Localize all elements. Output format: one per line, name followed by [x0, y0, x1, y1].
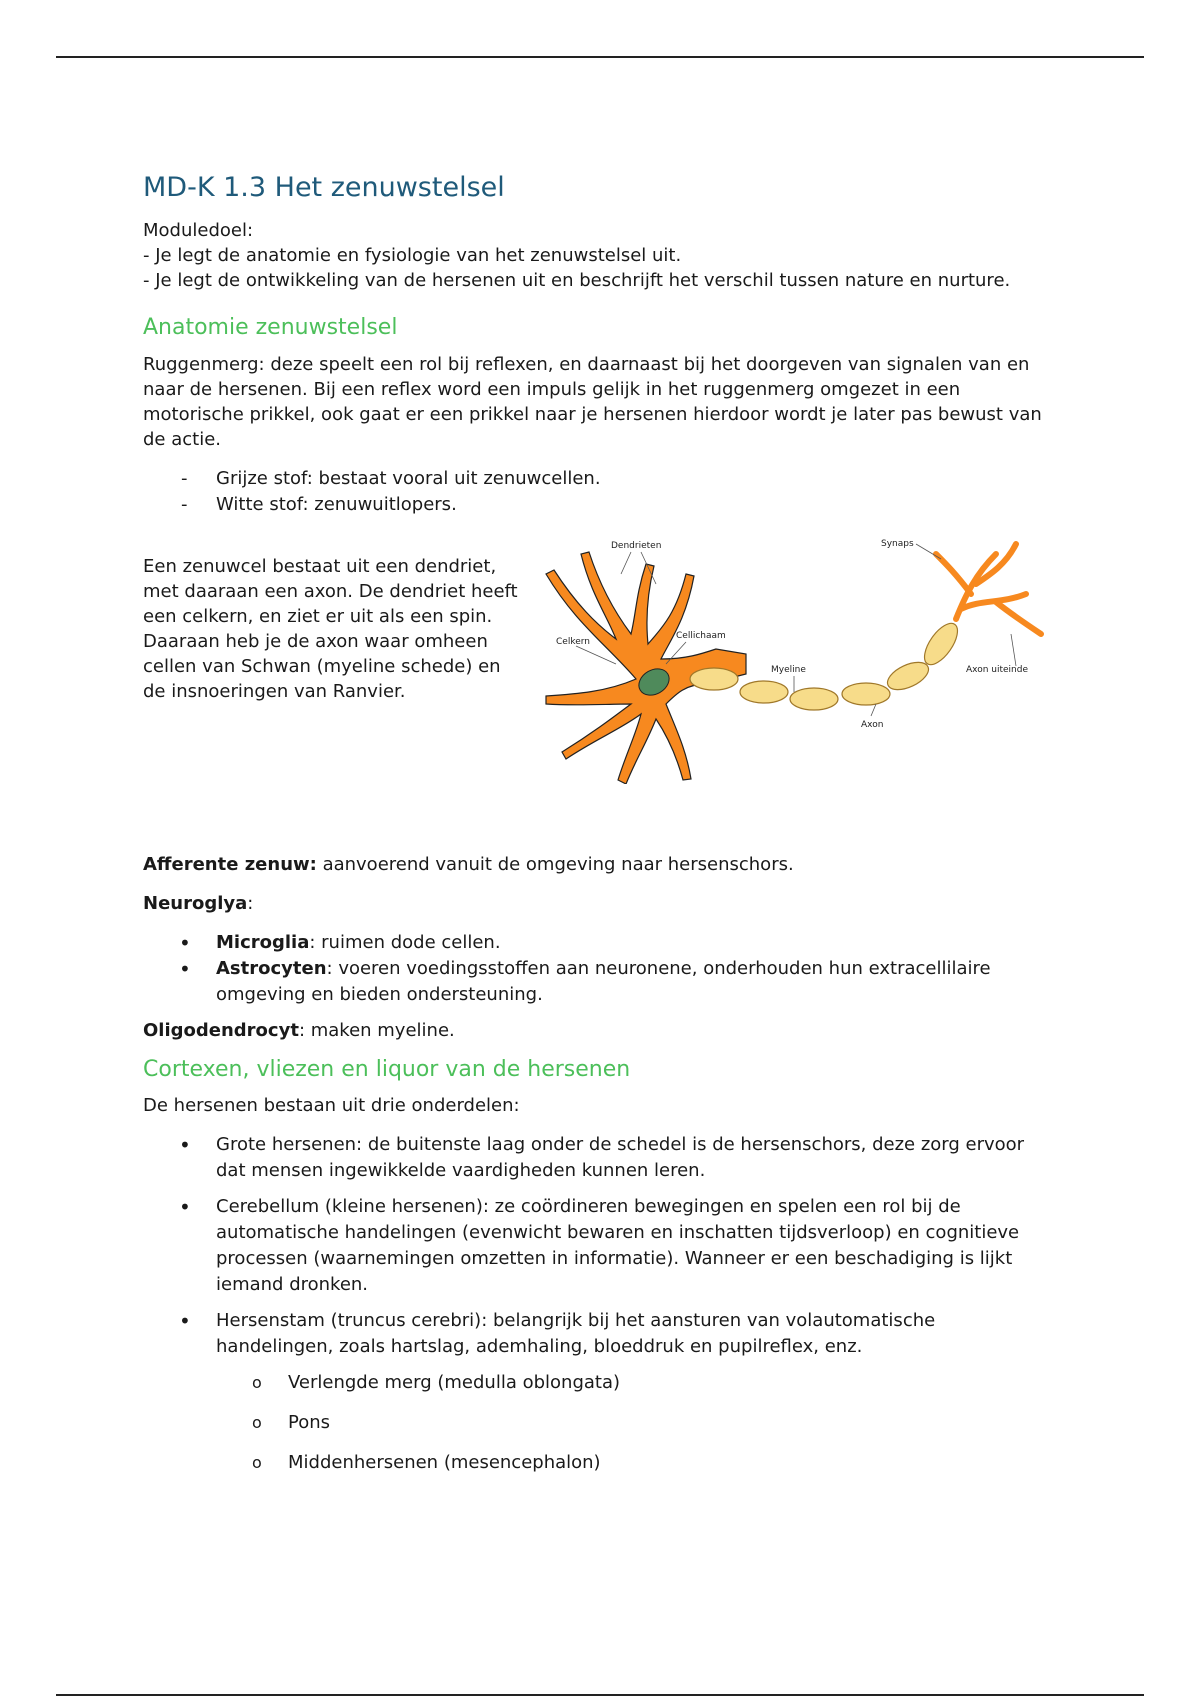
list-item: [143, 930, 1053, 956]
oligo-text: : maken myeline.: [298, 1019, 455, 1041]
hersenen-list: [143, 1132, 1053, 1360]
page-title: MD-K 1.3 Het zenuwstelsel: [143, 172, 505, 203]
glia-text: : ruimen dode cellen.: [309, 931, 501, 953]
ruggenmerg-paragraph: Ruggenmerg: deze speelt een rol bij reflexen, en daarnaast bij het doorgeven van signalen van en naar de hersenen. Bij een reflex word een impuls gelijk in het ruggenmerg omgezet in een motorische prikkel, ook gaat er een prikkel naar je hersenen hierdoor wordt je later pas bewust van de actie.: [143, 353, 1042, 450]
section-heading-anatomie: Anatomie zenuwstelsel: [143, 315, 398, 341]
glia-text: : voeren voedingsstoffen aan neuronene, onderhouden hun extracellilaire omgeving en bieden ondersteuning.: [216, 957, 991, 1005]
module-goals: [143, 218, 1053, 293]
module-label: Moduledoel:: [143, 220, 254, 242]
oligo-paragraph: [143, 1018, 1053, 1043]
afferent-text: aanvoerend vanuit de omgeving naar hersenschors.: [316, 853, 794, 875]
glia-list: [143, 930, 1053, 1008]
sub-list-item: o Verlengde merg (medulla oblongata): [143, 1370, 1053, 1396]
module-goal: - Je legt de anatomie en fysiologie van het zenuwstelsel uit.: [143, 245, 682, 267]
afferent-term: Afferente zenuw:: [143, 853, 317, 875]
top-rule: [56, 56, 1144, 58]
glia-term: Microglia: [216, 931, 310, 953]
label-synaps: Synaps: [881, 538, 914, 549]
neuron-paragraph: Een zenuwcel bestaat uit een dendriet, met daaraan een axon. De dendriet heeft een celkern, en ziet er uit als een spin. Daaraan heb je de axon waar omheen cellen van Schwan (myeline schede) en de insnoeringen van Ranvier.: [143, 555, 518, 702]
label-cellichaam: Cellichaam: [676, 630, 726, 641]
axon-terminal-shape: [936, 544, 1041, 634]
neuroglya-term: Neuroglya: [143, 892, 248, 914]
list-item: - Grijze stof: bestaat vooral uit zenuwcellen.: [143, 466, 1053, 492]
hersenstam-sublist: [143, 1370, 1053, 1476]
neuroglya-suffix: :: [247, 892, 254, 914]
label-myeline: Myeline: [771, 664, 806, 675]
hersenen-intro: De hersenen bestaan uit drie onderdelen:: [143, 1095, 520, 1117]
label-dendrieten: Dendrieten: [611, 540, 662, 551]
document-page: [143, 172, 1053, 1490]
sub-list-item: o Middenhersenen (mesencephalon): [143, 1450, 1053, 1476]
label-celkern: Celkern: [556, 636, 590, 647]
bottom-rule: [56, 1694, 1144, 1696]
sub-list-item: o Pons: [143, 1410, 1053, 1436]
list-item: - Witte stof: zenuwuitlopers.: [143, 492, 1053, 518]
section-heading-cortexen: Cortexen, vliezen en liquor van de hersenen: [143, 1056, 631, 1082]
list-item: [143, 956, 1053, 1008]
list-item: • Grote hersenen: de buitenste laag onder de schedel is de hersenschors, deze zorg ervoor dat mensen ingewikkelde vaardigheden kunnen leren.: [143, 1132, 1053, 1184]
glia-term: Astrocyten: [216, 957, 327, 979]
module-goal: - Je legt de ontwikkeling van de hersenen uit en beschrijft het verschil tussen nature en nurture.: [143, 270, 1011, 292]
list-item: • Cerebellum (kleine hersenen): ze coördineren bewegingen en spelen een rol bij de automatische handelingen (evenwicht bewaren en inschatten tijdsverloop) en cognitieve processen (waarnemingen omzetten in informatie). Wanneer er een beschadiging is lijkt iemand dronken.: [143, 1194, 1053, 1298]
neuroglya-paragraph: [143, 891, 1053, 916]
oligo-term: Oligodendrocyt: [143, 1019, 299, 1041]
afferent-paragraph: [143, 852, 1053, 877]
neuron-section: [143, 534, 1053, 834]
list-item: • Hersenstam (truncus cerebri): belangrijk bij het aansturen van volautomatische handelingen, zoals hartslag, ademhaling, bloeddruk en pupilreflex, enz.: [143, 1308, 1053, 1360]
neuron-diagram: [536, 534, 1056, 784]
label-axon: Axon: [861, 719, 884, 730]
stof-list: [143, 466, 1053, 518]
label-axon-uiteinde: Axon uiteinde: [966, 664, 1029, 675]
